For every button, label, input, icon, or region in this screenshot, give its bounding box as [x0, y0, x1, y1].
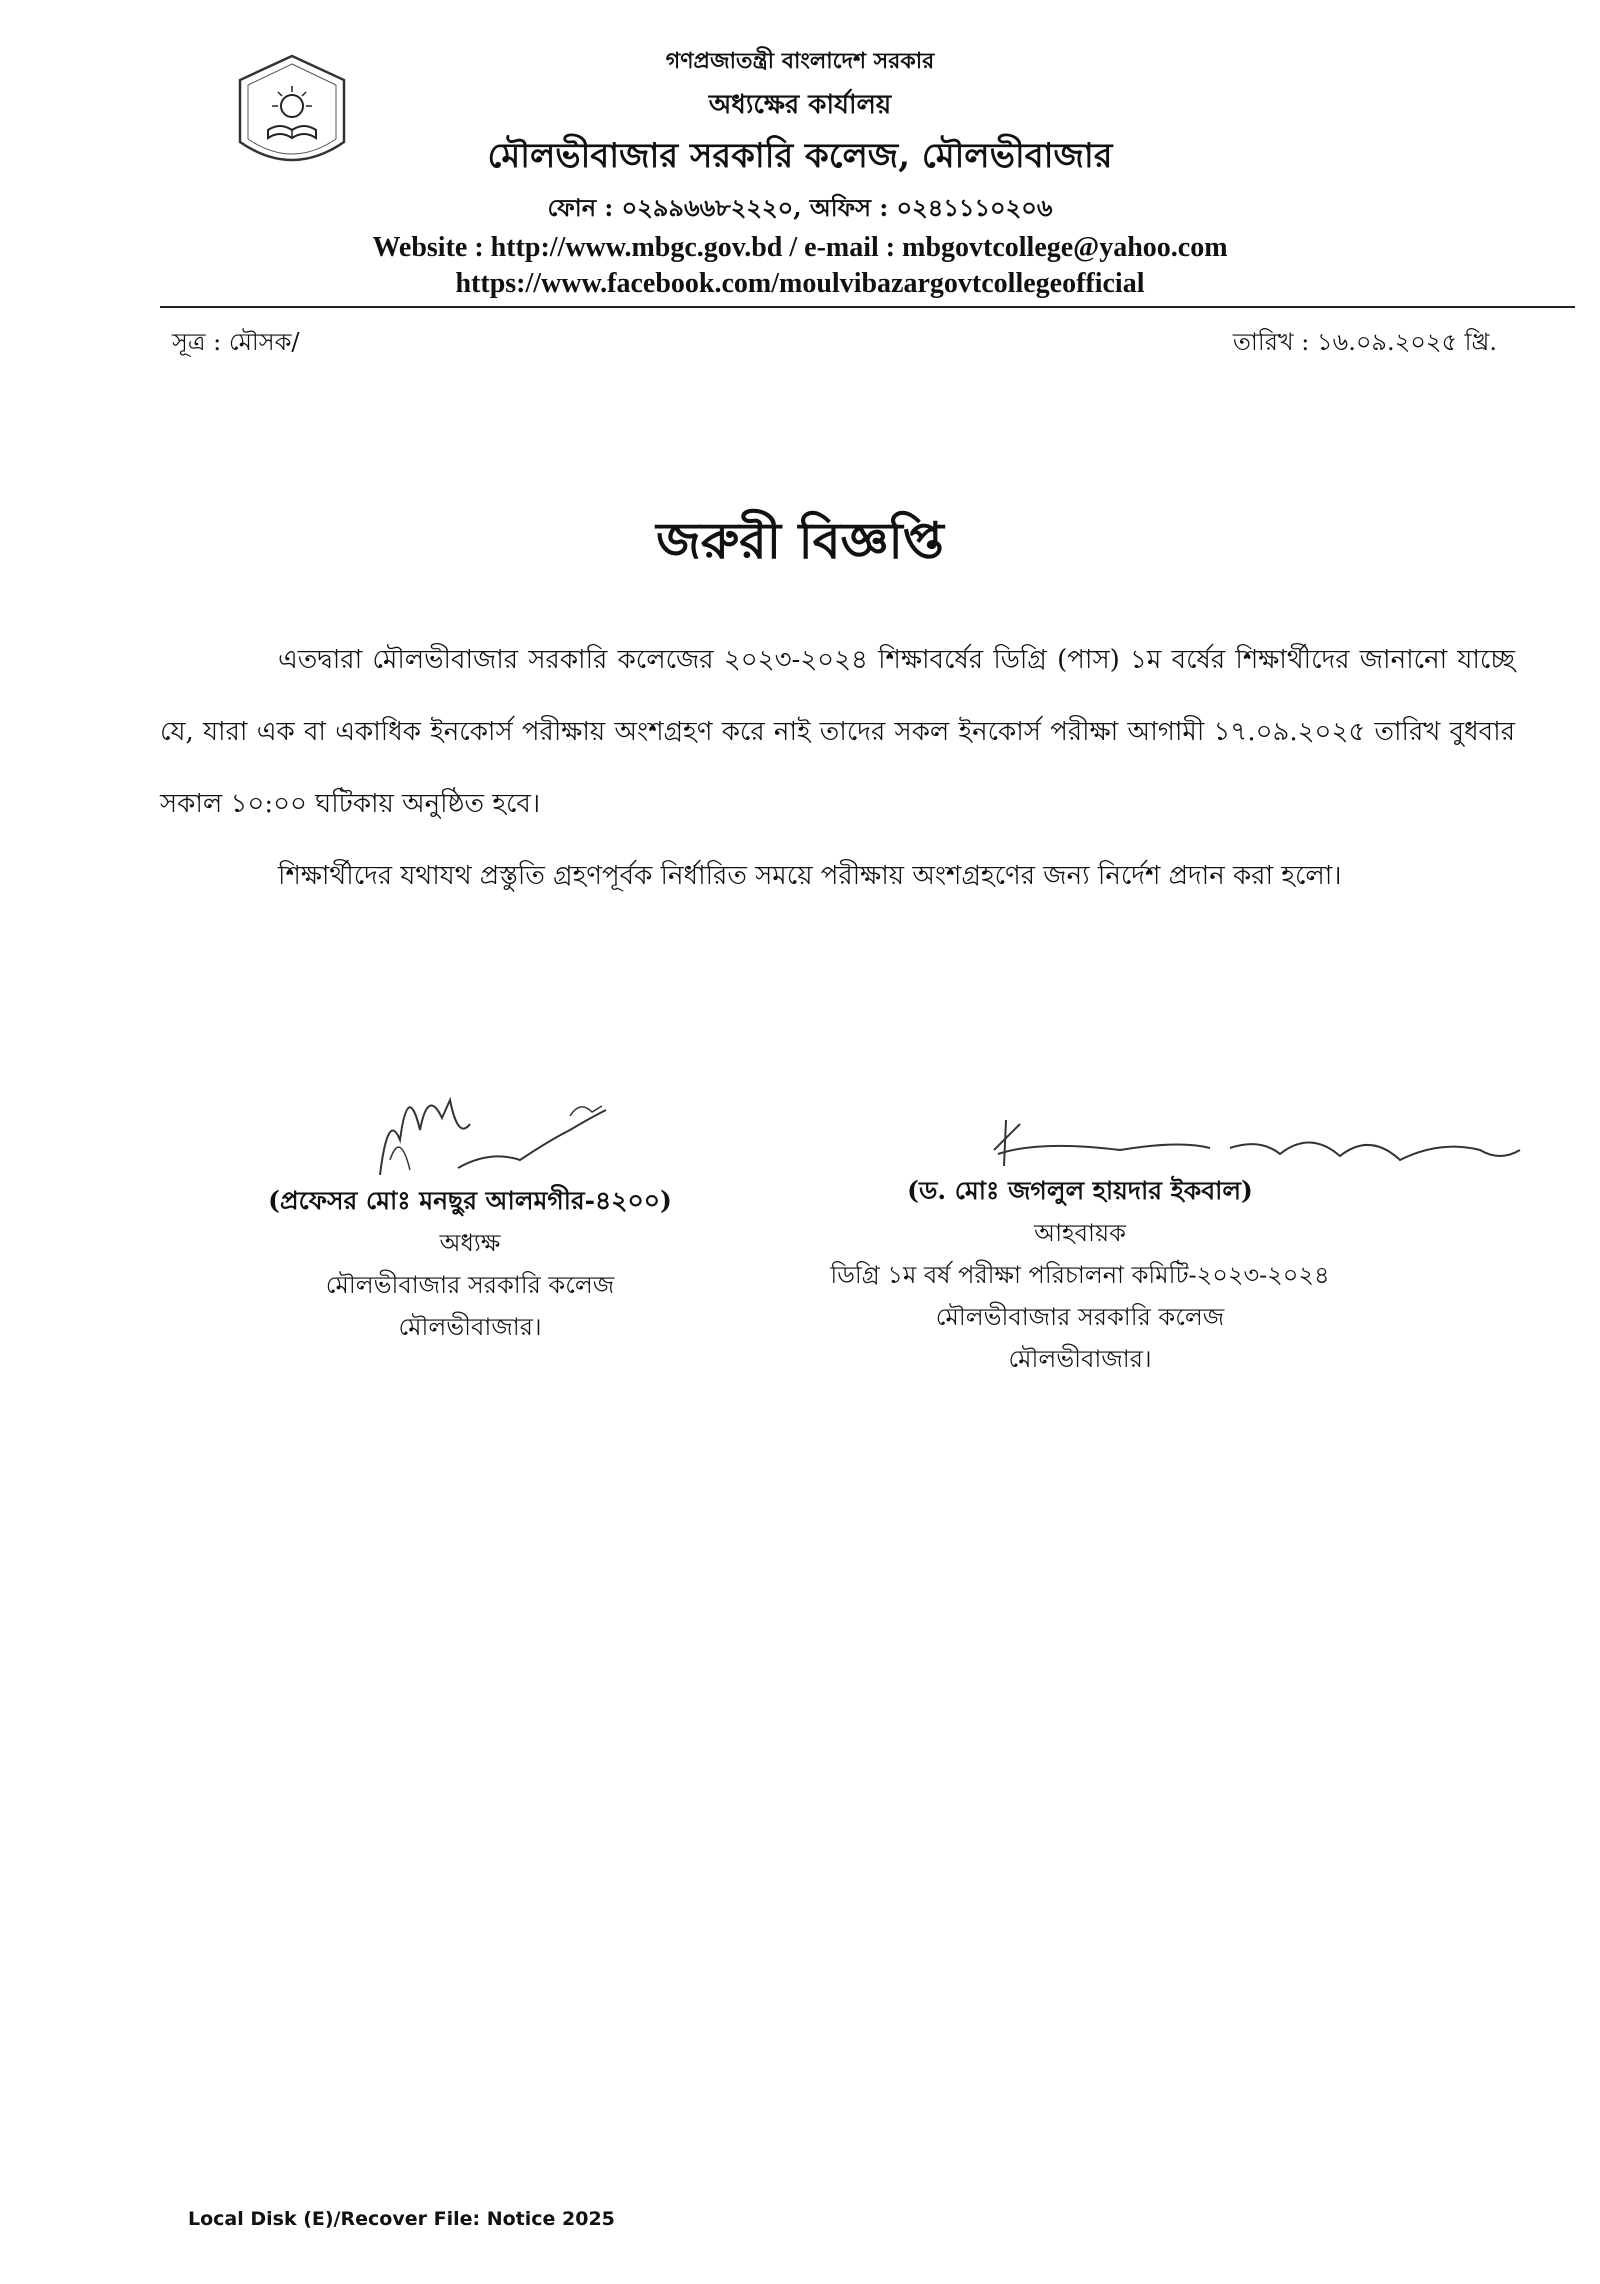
principal-institution: মৌলভীবাজার সরকারি কলেজ	[325, 1271, 615, 1299]
phone-line: ফোন : ০২৯৯৬৬৮২২২০, অফিস : ০২৪১১১০২০৬	[547, 193, 1053, 222]
convener-designation: আহবায়ক	[1034, 1219, 1126, 1247]
notice-paragraph-1: এতদ্বারা মৌলভীবাজার সরকারি কলেজের ২০২৩-২০২৪ শিক্ষাবর্ষের ডিগ্রি (পাস) ১ম বর্ষের শিক্ষার্থীদের জানানো যাচ্ছে যে, যারা এক বা একাধিক ইনকোর্স পরীক্ষায় অংশগ্রহণ করে নাই তাদের সকল ইনকোর্স পরীক্ষা আগামী ১৭.০৯.২০২৫ তারিখ বুধবার সকাল ১০:০০ ঘটিকায় অনুষ্ঠিত হবে।	[160, 645, 1515, 819]
convener-block	[730, 1170, 1430, 1380]
principal-signature	[370, 1070, 630, 1190]
memo-number: সূত্র : মৌসক/	[172, 328, 300, 356]
notice-date: তারিখ : ১৬.০৯.২০২৫ খ্রি.	[1232, 328, 1497, 356]
convener-place: মৌলভীবাজার।	[1008, 1345, 1152, 1373]
convener-committee: ডিগ্রি ১ম বর্ষ পরীক্ষা পরিচালনা কমিটি-২০২৩-২০২৪	[830, 1261, 1330, 1289]
convener-name: (ড. মোঃ জগলুল হায়দার ইকবাল)	[907, 1176, 1253, 1205]
principal-block	[210, 1180, 730, 1348]
file-path-note: Local Disk (E)/Recover File: Notice 2025	[188, 2208, 615, 2230]
header-divider	[160, 306, 1575, 308]
website-line: Website : http://www.mbgc.gov.bd / e-mail : mbgovtcollege@yahoo.com	[372, 232, 1228, 263]
convener-institution: মৌলভীবাজার সরকারি কলেজ	[935, 1303, 1225, 1331]
notice-title: জরুরী বিজ্ঞপ্তি	[656, 511, 944, 570]
principal-designation: অধ্যক্ষ	[439, 1229, 501, 1257]
office-name: অধ্যক্ষের কার্যালয়	[708, 90, 892, 120]
notice-paragraph-2: শিক্ষার্থীদের যথাযথ প্রস্তুতি গ্রহণপূর্বক নির্ধারিত সময়ে পরীক্ষায় অংশগ্রহণের জন্য নির্দেশ প্রদান করা হলো।	[278, 861, 1342, 891]
college-name: মৌলভীবাজার সরকারি কলেজ, মৌলভীবাজার	[487, 136, 1113, 176]
principal-place: মৌলভীবাজার।	[398, 1313, 542, 1341]
government-name: গণপ্রজাতন্ত্রী বাংলাদেশ সরকার	[665, 48, 935, 74]
notice-body	[160, 624, 1515, 912]
principal-name: (প্রফেসর মোঃ মনছুর আলমগীর-৪২০০)	[268, 1186, 672, 1215]
facebook-line: https://www.facebook.com/moulvibazargovtcollegeofficial	[455, 268, 1145, 299]
